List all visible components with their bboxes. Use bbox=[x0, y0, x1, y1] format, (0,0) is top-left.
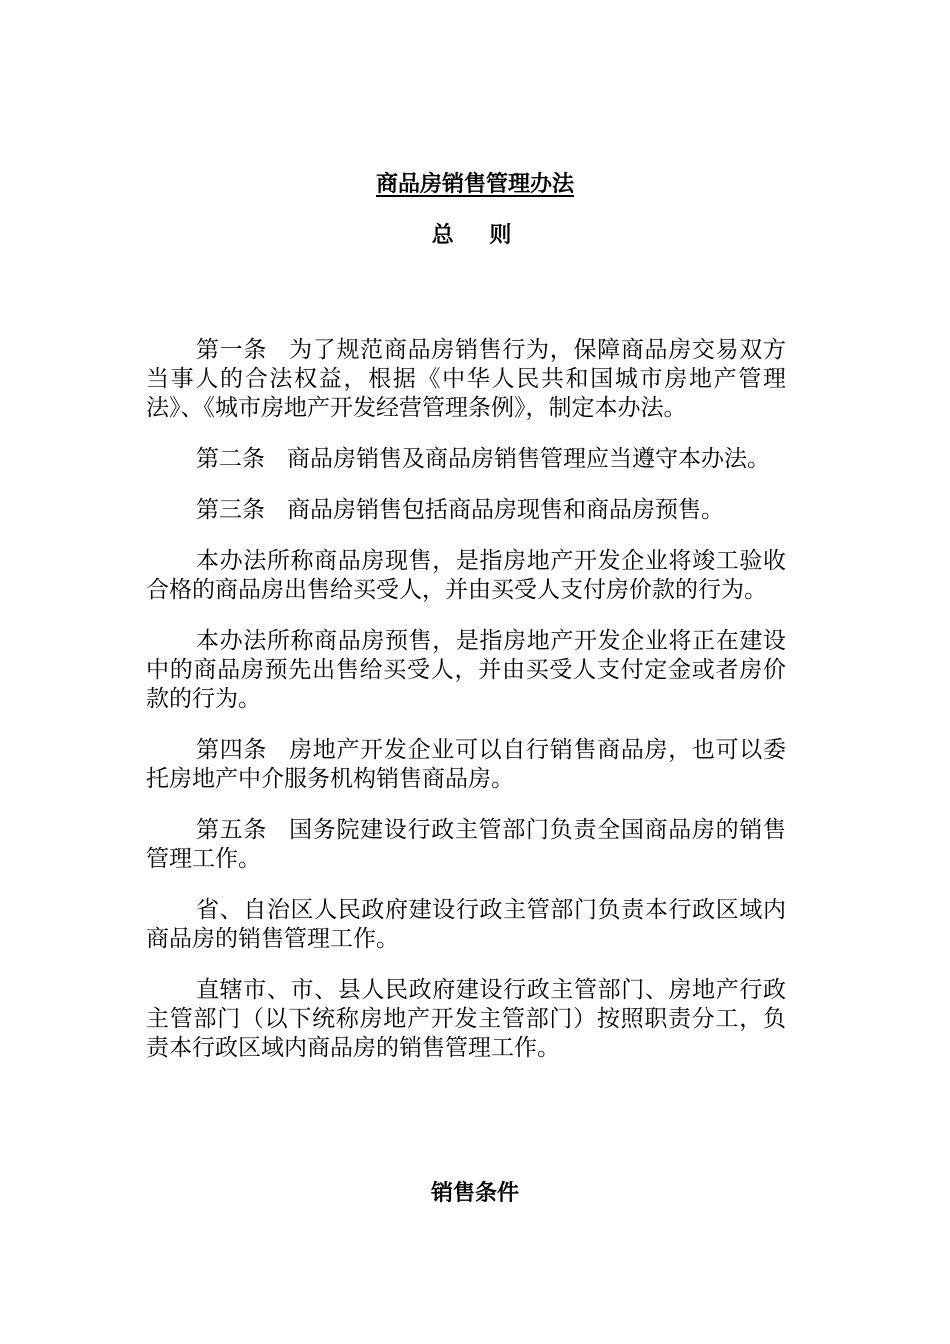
document-title-text: 商品房销售管理办法 bbox=[375, 171, 574, 197]
paragraph-text: 商品房销售包括商品房现售和商品房预售。 bbox=[287, 497, 724, 523]
article-number: 第五条 bbox=[196, 817, 268, 843]
paragraph-text: 商品房销售及商品房销售管理应当遵守本办法。 bbox=[287, 446, 770, 472]
paragraph-current-sale-definition bbox=[146, 547, 786, 605]
paragraph-text: 国务院建设行政主管部门负责全国商品房的销售管理工作。 bbox=[146, 817, 787, 872]
article-number: 第四条 bbox=[196, 737, 268, 763]
document-title bbox=[0, 168, 950, 200]
paragraph-municipal-management bbox=[146, 976, 786, 1063]
paragraph-article-1 bbox=[146, 336, 786, 423]
paragraph-text: 省、自治区人民政府建设行政主管部门负责本行政区域内商品房的销售管理工作。 bbox=[146, 897, 786, 952]
paragraph-article-2 bbox=[146, 445, 786, 474]
article-number: 第一条 bbox=[196, 337, 268, 363]
section-heading-sales-conditions: 销售条件 bbox=[430, 1180, 519, 1206]
paragraph-article-5 bbox=[146, 816, 786, 874]
paragraph-text: 本办法所称商品房预售，是指房地产开发企业将正在建设中的商品房预先出售给买受人，并由买受人支付定金或者房价款的行为。 bbox=[146, 628, 786, 712]
article-number: 第三条 bbox=[196, 497, 265, 523]
paragraph-text: 直辖市、市、县人民政府建设行政主管部门、房地产行政主管部门（以下统称房地产开发主管部门）按照职责分工，负责本行政区域内商品房的销售管理工作。 bbox=[146, 977, 786, 1061]
paragraph-text: 为了规范商品房销售行为，保障商品房交易双方当事人的合法权益，根据《中华人民共和国城市房地产管理法》、《城市房地产开发经营管理条例》，制定本办法。 bbox=[146, 337, 787, 421]
article-number: 第二条 bbox=[196, 446, 265, 472]
paragraph-article-4 bbox=[146, 736, 786, 794]
document-body bbox=[146, 336, 786, 1085]
paragraph-provincial-management bbox=[146, 896, 786, 954]
paragraph-text: 本办法所称商品房现售，是指房地产开发企业将竣工验收合格的商品房出售给买受人，并由买受人支付房价款的行为。 bbox=[146, 548, 786, 603]
paragraph-presale-definition bbox=[146, 627, 786, 714]
section-heading-general: 总 则 bbox=[431, 222, 526, 248]
paragraph-text: 房地产开发企业可以自行销售商品房，也可以委托房地产中介服务机构销售商品房。 bbox=[146, 737, 787, 792]
paragraph-article-3 bbox=[146, 496, 786, 525]
